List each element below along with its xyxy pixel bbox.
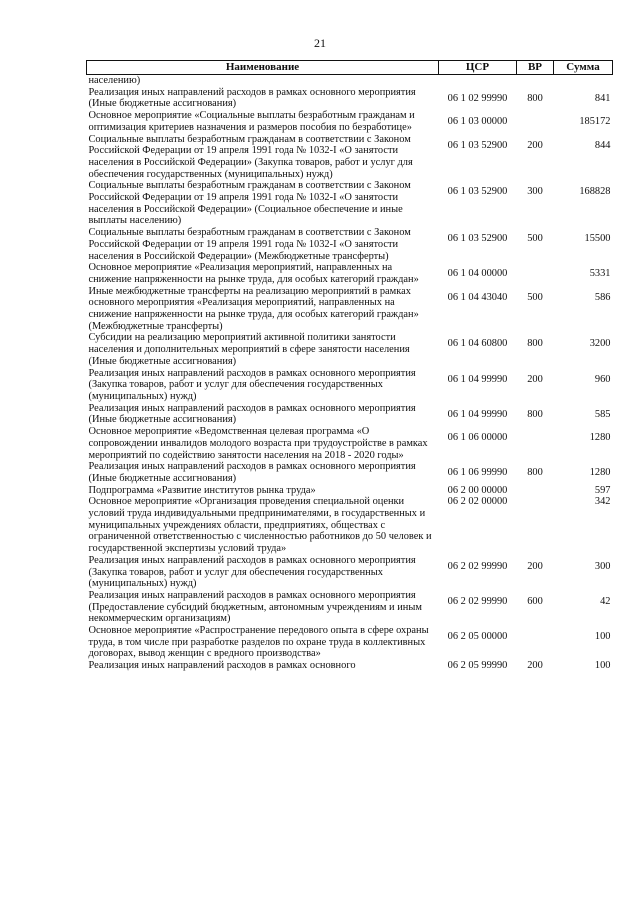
- row-sum: 168828: [579, 186, 611, 198]
- row-csr: 06 1 03 52900: [447, 233, 508, 245]
- table-row: [87, 286, 613, 333]
- row-csr: [439, 75, 517, 87]
- row-csr: 06 2 02 99990: [447, 560, 508, 572]
- row-sum: 1280: [589, 432, 611, 444]
- row-name: Социальные выплаты безработным гражданам в соответствии с Законом Российской Федерации от 19 апреля 1991 года № 1032-I «О занятости населения в Российской Федерации» (Межбюджетные трансферты): [88, 227, 411, 262]
- row-sum: 585: [594, 408, 611, 420]
- row-name: Реализация иных направлений расходов в рамках основного мероприятия (Иные бюджетные ассигнования): [88, 402, 416, 426]
- row-vr: 800: [527, 338, 543, 350]
- table-row: [87, 426, 613, 461]
- table-row: [87, 110, 613, 133]
- row-name: Подпрограмма «Развитие институтов рынка труда»: [88, 484, 316, 496]
- row-csr: 06 1 04 60800: [447, 338, 508, 350]
- row-sum: 1280: [589, 467, 611, 479]
- row-vr: 800: [527, 467, 543, 479]
- row-csr: 06 1 04 99990: [447, 408, 508, 420]
- row-vr: [517, 75, 554, 87]
- row-csr: 06 1 03 52900: [447, 186, 508, 198]
- header-vr: ВР: [517, 61, 554, 75]
- row-sum: 960: [594, 373, 611, 385]
- row-csr: 06 1 04 00000: [447, 268, 508, 280]
- table-header-row: [87, 61, 613, 75]
- table-row: [87, 75, 613, 87]
- row-name: Субсидии на реализацию мероприятий активной политики занятости населения и дополнительных мероприятий в сфере занятости населения (Иные бюджетные ассигнования): [88, 332, 410, 367]
- row-csr: 06 2 05 00000: [447, 631, 508, 643]
- row-name: Основное мероприятие «Распространение передового опыта в сфере охраны труда, в том числе при разработке разделов по охране труда в коллективных договорах, вывод женщин с вредного производства»: [88, 625, 429, 660]
- row-vr: 200: [527, 139, 543, 151]
- row-vr: 800: [527, 92, 543, 104]
- row-csr: 06 1 04 43040: [447, 291, 508, 303]
- row-csr: 06 1 06 99990: [447, 467, 508, 479]
- table-row: [87, 180, 613, 227]
- table-row: [87, 134, 613, 181]
- row-sum: 841: [594, 92, 611, 104]
- table-row: [87, 332, 613, 367]
- table-row: [87, 227, 613, 262]
- row-name: Основное мероприятие «Социальные выплаты безработным гражданам и оптимизация критериев назначения и размеров пособия по безработице»: [88, 110, 415, 133]
- row-csr: 06 2 02 00000: [447, 496, 508, 508]
- row-name: Реализация иных направлений расходов в рамках основного: [88, 660, 356, 672]
- table-row: [87, 660, 613, 672]
- row-sum: 100: [594, 631, 611, 643]
- row-sum: 586: [594, 291, 611, 303]
- table-row: [87, 496, 613, 555]
- row-sum: 15500: [584, 233, 611, 245]
- row-vr: 500: [527, 291, 543, 303]
- budget-table: [86, 60, 613, 672]
- row-sum: 300: [594, 560, 611, 572]
- row-name: Основное мероприятие «Ведомственная целевая программа «О сопровождении инвалидов молодого возраста при трудоустройстве в рамках мероприятий по содействию занятости населения на 2018 - 2020 годы»: [88, 426, 428, 461]
- row-csr: 06 2 00 00000: [447, 484, 508, 496]
- row-sum: [554, 75, 613, 87]
- row-csr: 06 1 03 52900: [447, 139, 508, 151]
- row-vr: 200: [527, 660, 543, 672]
- row-sum: 3200: [589, 338, 611, 350]
- table-row: [87, 625, 613, 660]
- row-csr: 06 1 04 99990: [447, 373, 508, 385]
- row-vr: [517, 426, 554, 461]
- header-csr: ЦСР: [439, 61, 517, 75]
- table-row: [87, 485, 613, 497]
- row-vr: [517, 496, 554, 555]
- row-vr: 500: [527, 233, 543, 245]
- row-name: Реализация иных направлений расходов в рамках основного мероприятия (Предоставление субсидий бюджетным, автономным учреждениям и иным некоммерческим организациям): [88, 589, 422, 625]
- row-csr: 06 2 02 99990: [447, 595, 508, 607]
- row-sum: 597: [594, 484, 611, 496]
- row-name: Социальные выплаты безработным гражданам в соответствии с Законом Российской Федерации от 19 апреля 1991 года № 1032-I «О занятости населения в Российской Федерации» (Закупка товаров, работ и услуг для обеспечения государственных (муниципальных) нужд): [88, 133, 413, 180]
- row-sum: 5331: [589, 268, 611, 280]
- table-row: [87, 555, 613, 590]
- header-sum: Сумма: [554, 61, 613, 75]
- row-sum: 185172: [579, 116, 611, 128]
- row-name: Социальные выплаты безработным гражданам в соответствии с Законом Российской Федерации от 19 апреля 1991 года № 1032-I «О занятости населения в Российской Федерации» (Социальное обеспечение и иные выплаты населению): [88, 180, 411, 227]
- row-sum: 844: [594, 139, 611, 151]
- table-row: [87, 590, 613, 625]
- row-name: Реализация иных направлений расходов в рамках основного мероприятия (Закупка товаров, работ и услуг для обеспечения государственных (муниципальных) нужд): [88, 367, 416, 402]
- row-sum: 342: [594, 496, 611, 508]
- table-row: [87, 368, 613, 403]
- row-vr: 600: [527, 595, 543, 607]
- table-row: [87, 461, 613, 484]
- row-name: Реализация иных направлений расходов в рамках основного мероприятия (Закупка товаров, работ и услуг для обеспечения государственных (муниципальных) нужд): [88, 554, 416, 590]
- page-number: 21: [314, 36, 326, 50]
- row-vr: 200: [527, 373, 543, 385]
- row-vr: 800: [527, 408, 543, 420]
- row-sum: 42: [600, 595, 611, 607]
- row-name: Реализация иных направлений расходов в рамках основного мероприятия (Иные бюджетные ассигнования): [88, 461, 416, 484]
- row-sum: 100: [594, 660, 611, 672]
- row-vr: [517, 625, 554, 660]
- table-row: [87, 87, 613, 110]
- row-vr: 300: [527, 186, 543, 198]
- row-name: Реализация иных направлений расходов в рамках основного мероприятия (Иные бюджетные ассигнования): [88, 86, 416, 110]
- table-row: [87, 403, 613, 426]
- table-row: [87, 262, 613, 285]
- header-name: Наименование: [87, 61, 439, 75]
- row-name: Основное мероприятие «Реализация мероприятий, направленных на снижение напряженности на рынке труда, для особых категорий граждан»: [88, 262, 419, 285]
- row-vr: 200: [527, 560, 543, 572]
- row-csr: 06 2 05 99990: [447, 660, 508, 672]
- row-vr: [517, 262, 554, 285]
- row-name: Иные межбюджетные трансферты на реализацию мероприятий в рамках основного мероприятия «Реализация мероприятий, направленных на снижение напряженности на рынке труда, для особых категорий граждан» (Межбюджетные трансферты): [88, 285, 419, 332]
- row-csr: 06 1 02 99990: [447, 92, 508, 104]
- row-csr: 06 1 03 00000: [447, 116, 508, 128]
- row-name: населению): [88, 75, 141, 86]
- row-name: Основное мероприятие «Организация проведения специальной оценки условий труда индивидуальными предпринимателями, в государственных и муниципальных учреждениях области, предприятиях, обществах с ограниченной ответственностью с численностью работников до 50 человек и государственной экспертизы условий труда»: [88, 496, 432, 555]
- row-csr: 06 1 06 00000: [447, 432, 508, 444]
- row-vr: [517, 485, 554, 497]
- row-vr: [517, 110, 554, 133]
